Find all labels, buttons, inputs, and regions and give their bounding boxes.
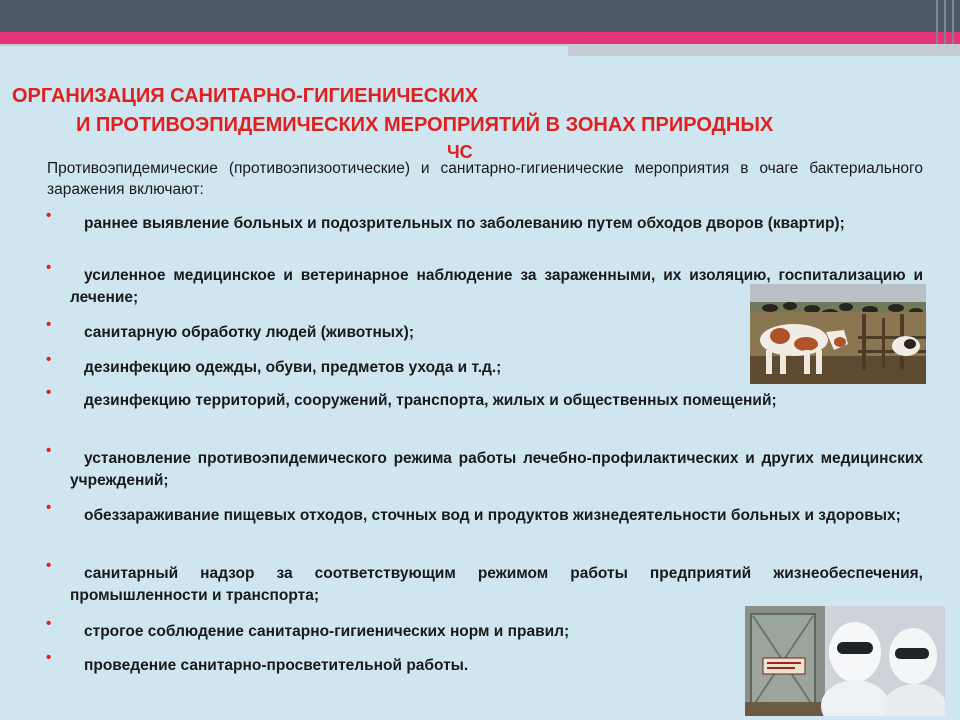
bullet-icon: •: [46, 316, 52, 333]
bullet-icon: •: [46, 442, 52, 459]
title-line-3: ЧС: [447, 142, 473, 162]
cows-illustration: [750, 284, 926, 384]
protective-suits-photo: [745, 606, 945, 716]
list-item: • строгое соблюдение санитарно-гигиенических норм и правил;: [46, 615, 570, 640]
bullet-icon: •: [46, 259, 52, 276]
bullet-icon: •: [46, 557, 52, 574]
cows-photo: [750, 284, 926, 384]
list-item: • обеззараживание пищевых отходов, сточных вод и продуктов жизнедеятельности больных и здоровых;: [46, 499, 901, 524]
title-line-2: И ПРОТИВОЭПИДЕМИЧЕСКИХ МЕРОПРИЯТИЙ В ЗОНАХ ПРИРОДНЫХ: [76, 114, 774, 136]
list-item: • дезинфекцию одежды, обуви, предметов ухода и т.д.;: [46, 351, 502, 376]
list-item: • проведение санитарно-просветительной работы.: [46, 649, 469, 674]
list-item: • установление противоэпидемического режима работы лечебно-профилактических и других медицинских учреждений;: [46, 442, 923, 489]
title-line-1: ОРГАНИЗАЦИЯ САНИТАРНО-ГИГИЕНИЧЕСКИХ: [12, 85, 479, 107]
bullet-icon: •: [46, 384, 52, 401]
protective-suits-illustration: [745, 606, 945, 716]
bullet-icon: •: [46, 207, 52, 224]
bullet-icon: •: [46, 499, 52, 516]
list-item: • дезинфекцию территорий, сооружений, транспорта, жилых и общественных помещений;: [46, 384, 777, 409]
list-item: • раннее выявление больных и подозрительных по заболеванию путем обходов дворов (квартир);: [46, 207, 845, 232]
list-item: • усиленное медицинское и ветеринарное наблюдение за зараженными, их изоляцию, госпитализацию и лечение;: [46, 259, 923, 306]
bullet-icon: •: [46, 649, 52, 666]
bullet-icon: •: [46, 351, 52, 368]
bullet-icon: •: [46, 615, 52, 632]
list-item: • санитарный надзор за соответствующим режимом работы предприятий жизнеобеспечения, промышленности и транспорта;: [46, 557, 923, 604]
intro-text: Противоэпидемические (противоэпизоотические) и санитарно-гигиенические мероприятия в очаге бактериального заражения включают:: [47, 160, 923, 198]
list-item: • санитарную обработку людей (животных);: [46, 316, 414, 341]
